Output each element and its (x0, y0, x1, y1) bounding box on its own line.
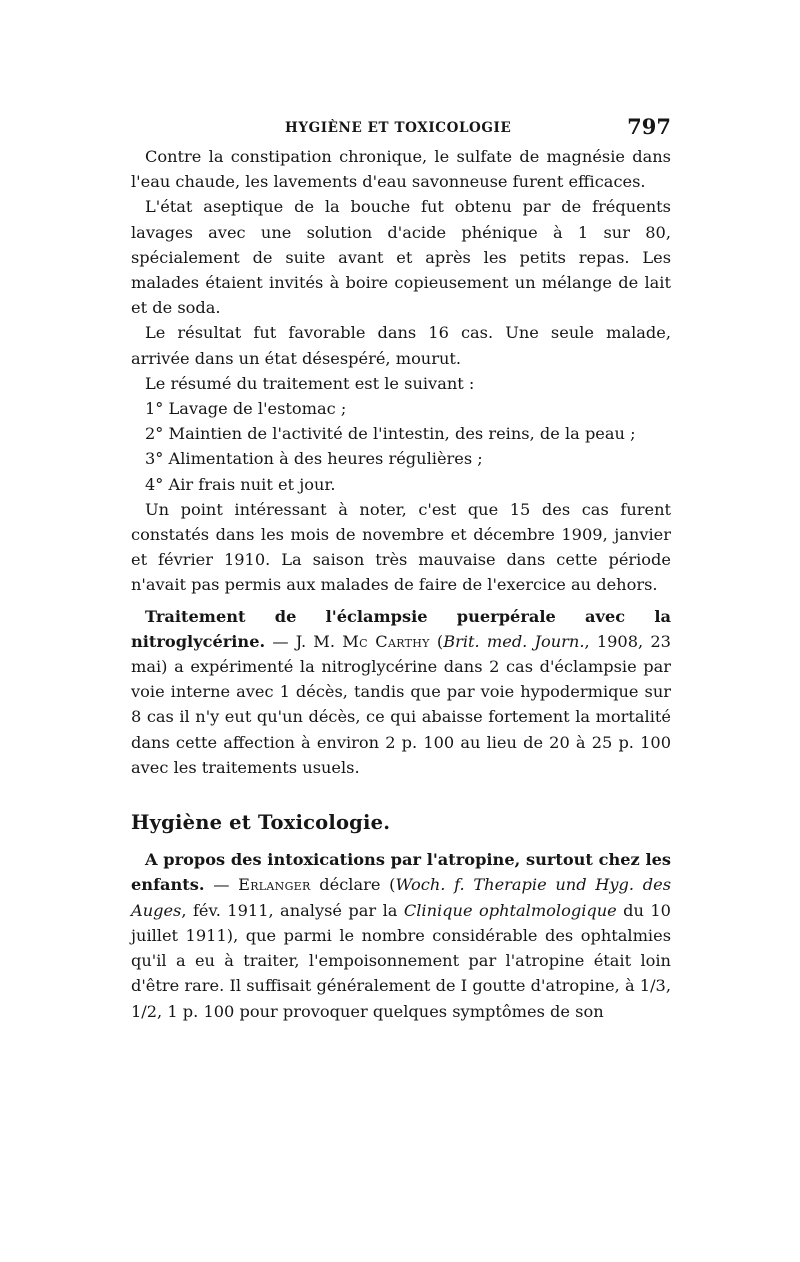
atropine-title: A propos des intoxications par l'atropine, surtout chez les enfants. (131, 850, 671, 895)
eclampsia-journal: Brit. med. Journ. (443, 631, 585, 651)
atropine-author: Erlanger (238, 875, 311, 895)
atropine-journal: Woch. f. Therapie und Hyg. des Auges (131, 875, 671, 920)
paragraph-constipation: Contre la constipation chronique, le sulfate de magnésie dans l'eau chaude, les lavements d'eau savonneuse furent efficaces. (131, 147, 671, 192)
atropine-declare: déclare ( (310, 875, 396, 895)
atropine-dash: — (204, 875, 239, 895)
treatment-item: 4° Air frais nuit et jour. (145, 474, 336, 494)
eclampsia-author: Mc Carthy (342, 631, 430, 651)
paragraph-atropine (131, 847, 671, 1023)
treatment-item: 2° Maintien de l'activité de l'intestin, des reins, de la peau ; (145, 424, 636, 444)
page-number: 797 (627, 114, 671, 139)
running-title: HYGIÈNE ET TOXICOLOGIE (285, 120, 512, 136)
eclampsia-dash-author: — J. M. (272, 631, 343, 651)
paragraph-season-note: Un point intéressant à noter, c'est que 15 des cas furent constatés dans les mois de novembre et décembre 1909, janvier et février 1910. La saison très mauvaise dans cette période n'avait pas permis aux malades de faire de l'exercice au dehors. (131, 499, 671, 595)
paragraph-summary-intro: Le résumé du traitement est le suivant : (145, 373, 475, 393)
page-body (131, 144, 671, 1024)
running-header (131, 112, 671, 144)
atropine-clinic: Clinique ophtalmologique (403, 900, 617, 920)
paragraph-aseptic-mouth: L'état aseptique de la bouche fut obtenu par de fréquents lavages avec une solution d'acide phénique à 1 sur 80, spécialement de suite avant et après les petits repas. Les malades étaient invités à boire copieusement un mélange de lait et de soda. (131, 197, 671, 318)
atropine-text-2: du 10 juillet 1911), que parmi le nombre considérable des ophtalmies qu'il a eu à traiter, l'empoisonnement par l'atropine était loin d'être rare. Il suffisait généralement de I goutte d'atropine, à 1/3, 1/2, 1 p. 100 pour provoquer quelques symptômes de son (131, 900, 671, 1021)
atropine-text-1: , fév. 1911, analysé par la (181, 900, 404, 920)
paragraph-result: Le résultat fut favorable dans 16 cas. Une seule malade, arrivée dans un état désespéré, mourut. (131, 323, 671, 368)
section-heading: Hygiène et Toxicologie. (131, 811, 391, 835)
paragraph-eclampsia (131, 604, 671, 780)
treatment-item: 3° Alimentation à des heures régulières ; (145, 449, 483, 469)
book-page (131, 112, 671, 1024)
treatment-item: 1° Lavage de l'estomac ; (145, 399, 347, 419)
eclampsia-paren: ( (429, 631, 444, 651)
eclampsia-title: Traitement de l'éclampsie puerpérale avec la nitroglycérine. (131, 606, 671, 651)
eclampsia-citation-text: , 1908, 23 mai) a expérimenté la nitroglycérine dans 2 cas d'éclampsie par voie interne avec 1 décès, tandis que par voie hypodermique sur 8 cas il n'y eut qu'un décès, ce qui abaisse fortement la mortalité dans cette affection à environ 2 p. 100 au lieu de 20 à 25 p. 100 avec les traitements usuels. (131, 631, 671, 777)
